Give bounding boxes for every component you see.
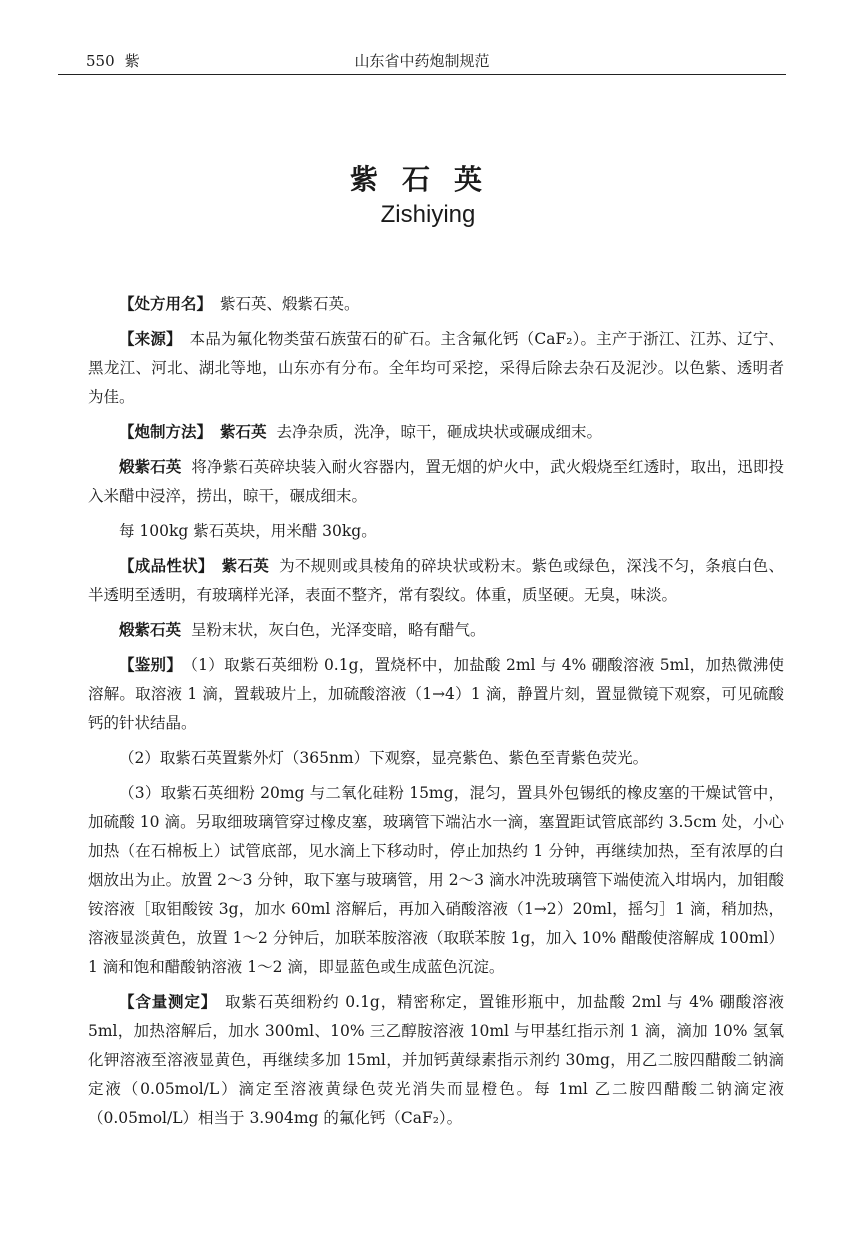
paragraph: [88, 651, 784, 738]
paragraph-text: （1）取紫石英细粉 0.1g，置烧杯中，加盐酸 2ml 与 4% 硼酸溶液 5ml，加热微沸使溶解。取溶液 1 滴，置载玻片上，加硫酸溶液（1→4）1 滴，静置片刻，置显微镜下观察，可见硫酸钙的针状结晶。: [88, 656, 784, 732]
paragraph: [88, 453, 784, 511]
paragraph: [88, 517, 784, 546]
paragraph-text: 取紫石英细粉约 0.1g，精密称定，置锥形瓶中，加盐酸 2ml 与 4% 硼酸溶液 5ml，加热溶解后，加水 300ml、10% 三乙醇胺溶液 10ml 与甲基红指示剂 1 滴，滴加 10% 氢氧化钾溶液至溶液显黄色，再继续多加 15ml，并加钙黄绿素指示剂约 30mg，用乙二胺四醋酸二钠滴定液（0.05mol/L）滴定至溶液黄绿色荧光消失而显橙色。每 1ml 乙二胺四醋酸二钠滴定液（0.05mol/L）相当于 3.904mg 的氟化钙（CaF₂）。: [88, 993, 784, 1127]
subsection-label: 煅紫石英: [119, 621, 182, 639]
paragraph: [88, 616, 784, 645]
paragraph: [88, 744, 784, 773]
page-number-value: 550: [86, 52, 115, 70]
section-label: 【鉴别】: [119, 656, 183, 674]
paragraph-text: 本品为氟化物类萤石族萤石的矿石。主含氟化钙（CaF₂）。主产于浙江、江苏、辽宁、黑龙江、河北、湖北等地，山东亦有分布。全年均可采挖，采得后除去杂石及泥沙。以色紫、透明者为佳。: [88, 330, 784, 406]
page-title: 紫石英: [349, 163, 506, 196]
article-body: [88, 290, 784, 1139]
section-label: 【炮制方法】: [119, 423, 213, 441]
paragraph-text: 每 100kg 紫石英块，用米醋 30kg。: [119, 522, 377, 540]
section-label: 【含量测定】: [119, 993, 218, 1011]
section-char: 紫: [124, 52, 140, 70]
paragraph-text: 去净杂质，洗净，晾干，砸成块状或碾成细末。: [276, 423, 603, 441]
subsection-label: 紫石英: [220, 423, 267, 441]
section-label: 【处方用名】: [119, 295, 213, 313]
paragraph: [88, 779, 784, 982]
paragraph-text: 紫石英、煅紫石英。: [220, 295, 360, 313]
subsection-label: 紫石英: [221, 557, 270, 575]
paragraph-text: 将净紫石英碎块装入耐火容器内，置无烟的炉火中，武火煅烧至红透时，取出，迅即投入米醋中浸淬，捞出，晾干，碾成细末。: [88, 458, 784, 505]
paragraph: [88, 418, 784, 447]
paragraph: [88, 988, 784, 1133]
paragraph-text: （2）取紫石英置紫外灯（365nm）下观察，显亮紫色、紫色至青紫色荧光。: [119, 749, 649, 767]
paragraph-text: 呈粉末状，灰白色，光泽变暗，略有醋气。: [191, 621, 486, 639]
book-title: 山东省中药炮制规范: [354, 52, 490, 70]
paragraph: [88, 290, 784, 319]
running-header: [58, 44, 786, 75]
section-label: 【成品性状】: [119, 557, 214, 575]
paragraph-text: （3）取紫石英细粉 20mg 与二氧化硅粉 15mg，混匀，置具外包锡纸的橡皮塞的干燥试管中，加硫酸 10 滴。另取细玻璃管穿过橡皮塞，玻璃管下端沾水一滴，塞置距试管底部约 3.5cm 处，小心加热（在石棉板上）试管底部，见水滴上下移动时，停止加热约 1 分钟，再继续加热，至有浓厚的白烟放出为止。放置 2～3 分钟，取下塞与玻璃管，用 2～3 滴水冲洗玻璃管下端使流入坩埚内，加钼酸铵溶液［取钼酸铵 3g，加水 60ml 溶解后，再加入硝酸溶液（1→2）20ml，摇匀］1 滴，稍加热，溶液显淡黄色，放置 1～2 分钟后，加联苯胺溶液（取联苯胺 1g，加入 10% 醋酸使溶解成 100ml）1 滴和饱和醋酸钠溶液 1～2 滴，即显蓝色或生成蓝色沉淀。: [88, 784, 784, 976]
subsection-label: 煅紫石英: [119, 458, 182, 476]
pinyin-title: Zishiying: [380, 201, 476, 228]
paragraph: [88, 552, 784, 610]
section-label: 【来源】: [119, 330, 182, 348]
paragraph: [88, 325, 784, 412]
paragraph-text: 为不规则或具棱角的碎块状或粉末。紫色或绿色，深浅不匀，条痕白色、半透明至透明，有玻璃样光泽，表面不整齐，常有裂纹。体重，质坚硬。无臭，味淡。: [88, 557, 784, 604]
